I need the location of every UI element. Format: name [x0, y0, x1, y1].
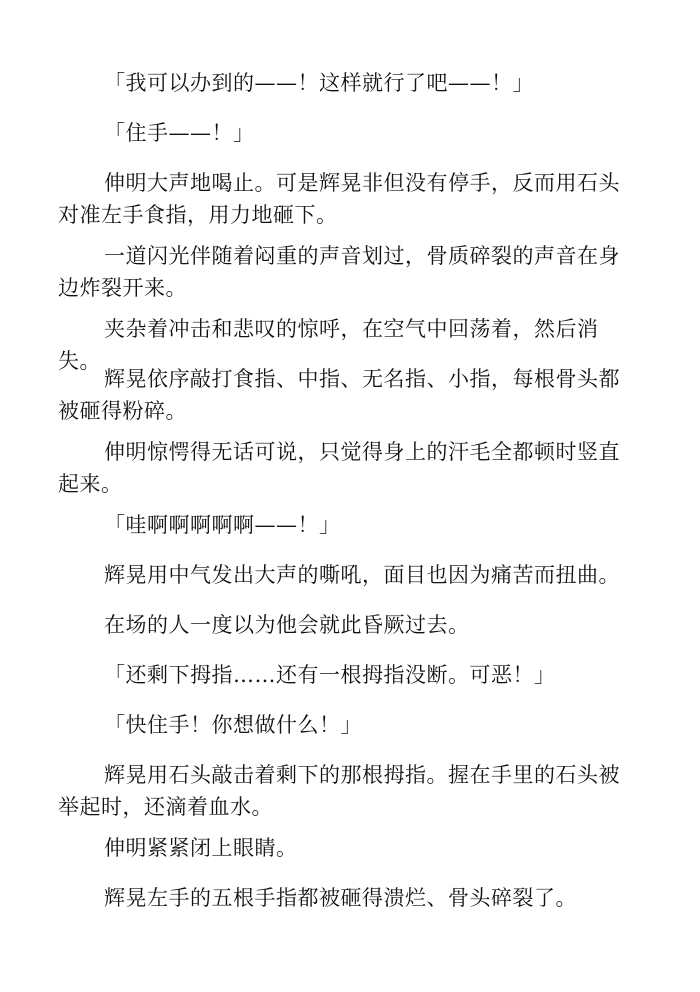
paragraph-1: 「我可以办到的——！这样就行了吧——！」	[104, 71, 534, 95]
paragraph-12: 「快住手！你想做什么！」	[104, 713, 362, 737]
paragraph-7: 伸明惊愕得无话可说，只觉得身上的汗毛全都顿时竖直起来。	[58, 440, 620, 496]
paragraph-11: 「还剩下拇指……还有一根拇指没断。可恶！」	[104, 663, 556, 687]
paragraph-15: 辉晃左手的五根手指都被砸得溃烂、骨头碎裂了。	[104, 886, 577, 910]
paragraph-2: 「住手——！」	[104, 121, 255, 145]
paragraph-13: 辉晃用石头敲击着剩下的那根拇指。握在手里的石头被举起时，还滴着血水。	[58, 763, 620, 819]
paragraph-8: 「哇啊啊啊啊啊——！」	[104, 513, 341, 537]
paragraph-3: 伸明大声地喝止。可是辉晃非但没有停手，反而用石头对准左手食指，用力地砸下。	[58, 171, 620, 227]
paragraph-14: 伸明紧紧闭上眼睛。	[104, 836, 298, 860]
paragraph-9: 辉晃用中气发出大声的嘶吼，面目也因为痛苦而扭曲。	[104, 563, 620, 587]
paragraph-10: 在场的人一度以为他会就此昏厥过去。	[104, 613, 470, 637]
paragraph-4: 一道闪光伴随着闷重的声音划过，骨质碎裂的声音在身边炸裂开来。	[58, 244, 620, 300]
paragraph-5: 夹杂着冲击和悲叹的惊呼，在空气中回荡着，然后消失。	[58, 317, 599, 373]
paragraph-6: 辉晃依序敲打食指、中指、无名指、小指，每根骨头都被砸得粉碎。	[58, 367, 620, 423]
